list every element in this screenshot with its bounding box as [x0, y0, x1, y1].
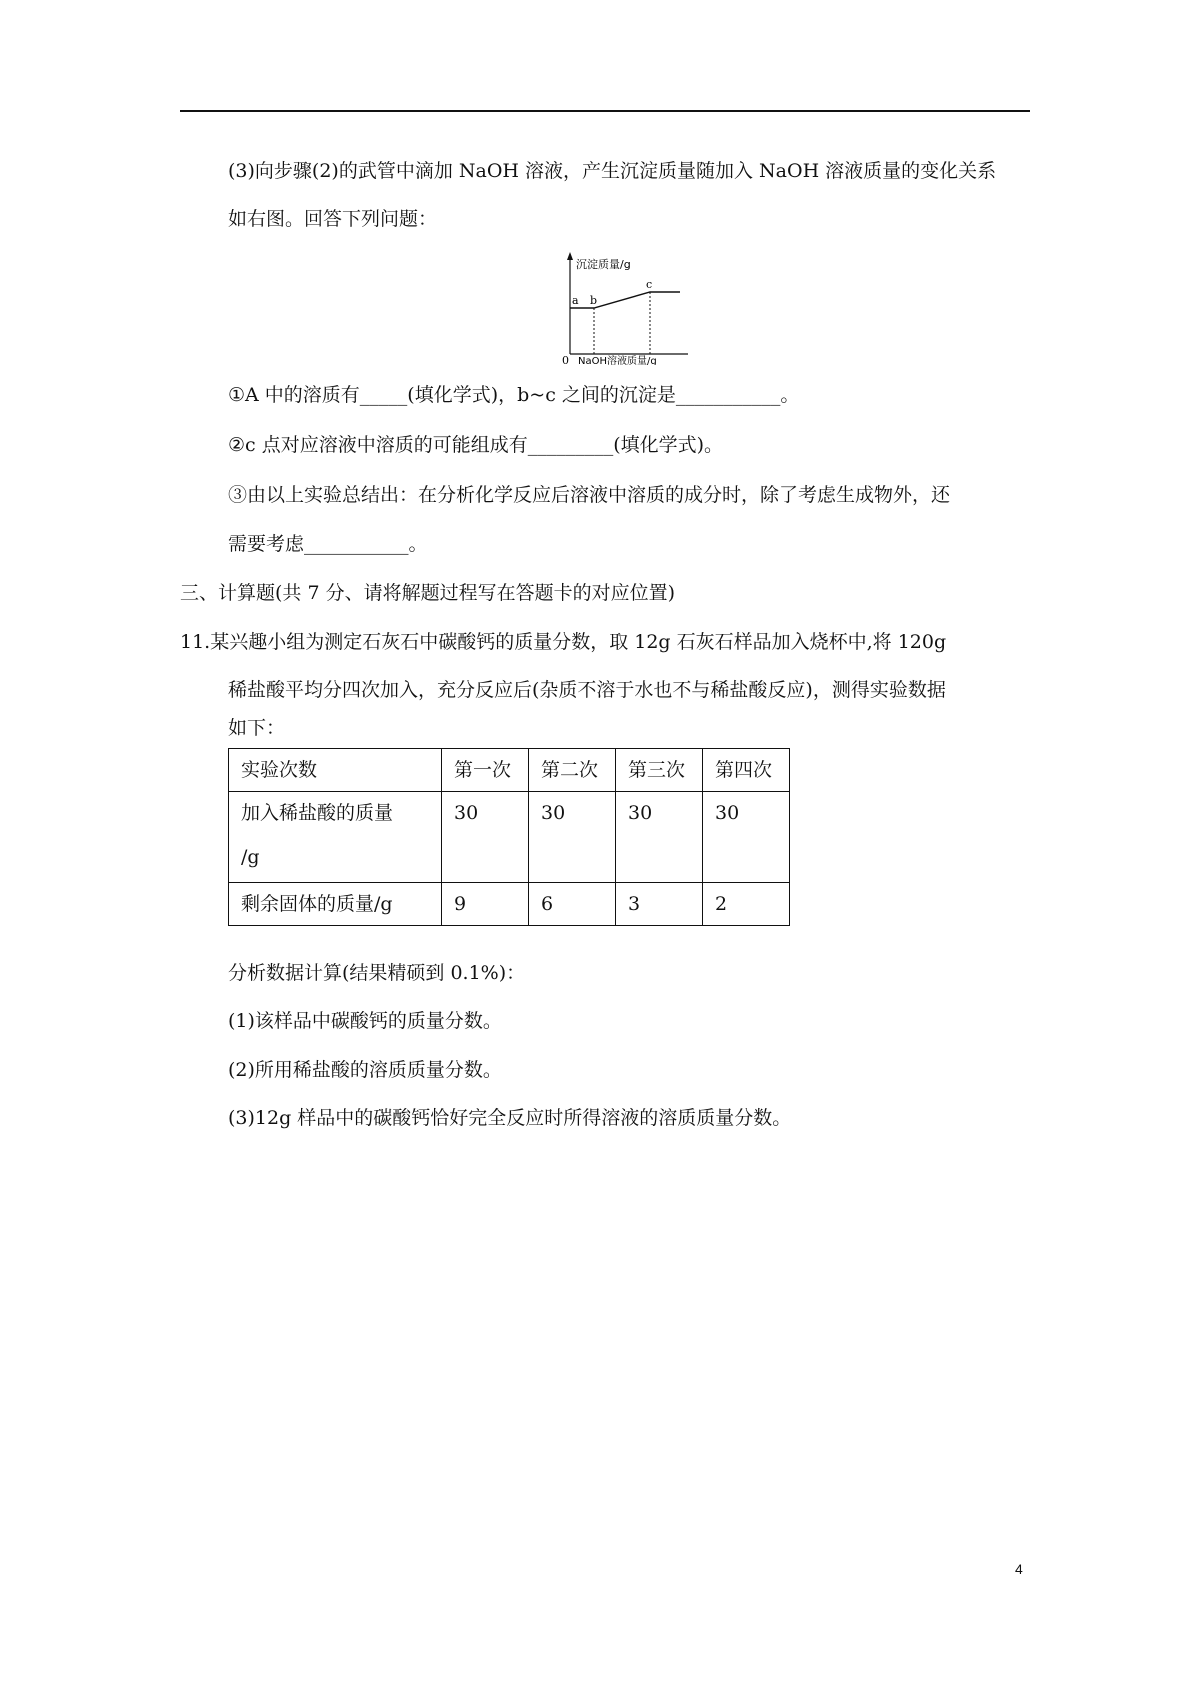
question11-line1: 11.某兴趣小组为测定石灰石中碳酸钙的质量分数，取 12g 石灰石样品加入烧杯中,将 120g — [180, 631, 947, 653]
x-axis-label: NaOH溶液质量/g — [578, 356, 657, 365]
table-cell — [229, 792, 442, 883]
question11-line3: 如下： — [228, 717, 286, 739]
sub-question-3-line1: ③由以上实验总结出：在分析化学反应后溶液中溶质的成分时，除了考虑生成物外，还 — [228, 484, 951, 506]
table-cell: 第一次 — [442, 749, 529, 792]
table-cell: 3 — [616, 883, 703, 926]
table-cell: 30 — [616, 792, 703, 883]
table-row — [229, 792, 790, 883]
precipitate-curve — [570, 292, 680, 308]
question3-text-line1: (3)向步骤(2)的武管中滴加 NaOH 溶液，产生沉淀质量随加入 NaOH 溶液质量的变化关系 — [228, 160, 997, 182]
precipitate-chart — [560, 250, 695, 365]
row-label-line2: /g — [241, 846, 260, 868]
table-cell: 30 — [442, 792, 529, 883]
table-header-row — [229, 749, 790, 792]
origin-label: 0 — [562, 354, 569, 365]
table-cell: 30 — [703, 792, 790, 883]
table-cell: 第三次 — [616, 749, 703, 792]
ask-1: (1)该样品中碳酸钙的质量分数。 — [228, 1010, 502, 1032]
page-number: 4 — [1015, 1561, 1023, 1577]
table-cell: 2 — [703, 883, 790, 926]
table-cell: 30 — [529, 792, 616, 883]
point-b-label: b — [590, 294, 598, 307]
table-cell: 9 — [442, 883, 529, 926]
row-label-line1: 加入稀盐酸的质量 — [241, 802, 394, 824]
question3-text-line2: 如右图。回答下列问题： — [228, 208, 438, 230]
table-cell: 第四次 — [703, 749, 790, 792]
header-rule — [180, 110, 1030, 112]
y-axis-arrow — [567, 252, 573, 260]
table-cell: 第二次 — [529, 749, 616, 792]
experiment-data-table — [228, 748, 790, 926]
table-cell: 实验次数 — [229, 749, 442, 792]
point-a-label: a — [572, 294, 579, 307]
question11-line2: 稀盐酸平均分四次加入，充分反应后(杂质不溶于水也不与稀盐酸反应)，测得实验数据 — [228, 679, 946, 701]
analysis-instruction: 分析数据计算(结果精硕到 0.1%)： — [228, 962, 526, 984]
ask-3: (3)12g 样品中的碳酸钙恰好完全反应时所得溶液的溶质质量分数。 — [228, 1107, 792, 1129]
table-cell: 6 — [529, 883, 616, 926]
point-c-label: c — [646, 278, 653, 291]
ask-2: (2)所用稀盐酸的溶质质量分数。 — [228, 1059, 502, 1081]
section-3-heading: 三、计算题(共 7 分、请将解题过程写在答题卡的对应位置) — [180, 582, 675, 604]
sub-question-2: ②c 点对应溶液中溶质的可能组成有_________(填化学式)。 — [228, 434, 724, 456]
table-row — [229, 883, 790, 926]
y-axis-label: 沉淀质量/g — [576, 258, 631, 271]
table-cell: 剩余固体的质量/g — [229, 883, 442, 926]
sub-question-3-line2: 需要考虑___________。 — [228, 533, 428, 555]
sub-question-1: ①A 中的溶质有_____(填化学式)，b~c 之间的沉淀是___________。 — [228, 384, 800, 406]
